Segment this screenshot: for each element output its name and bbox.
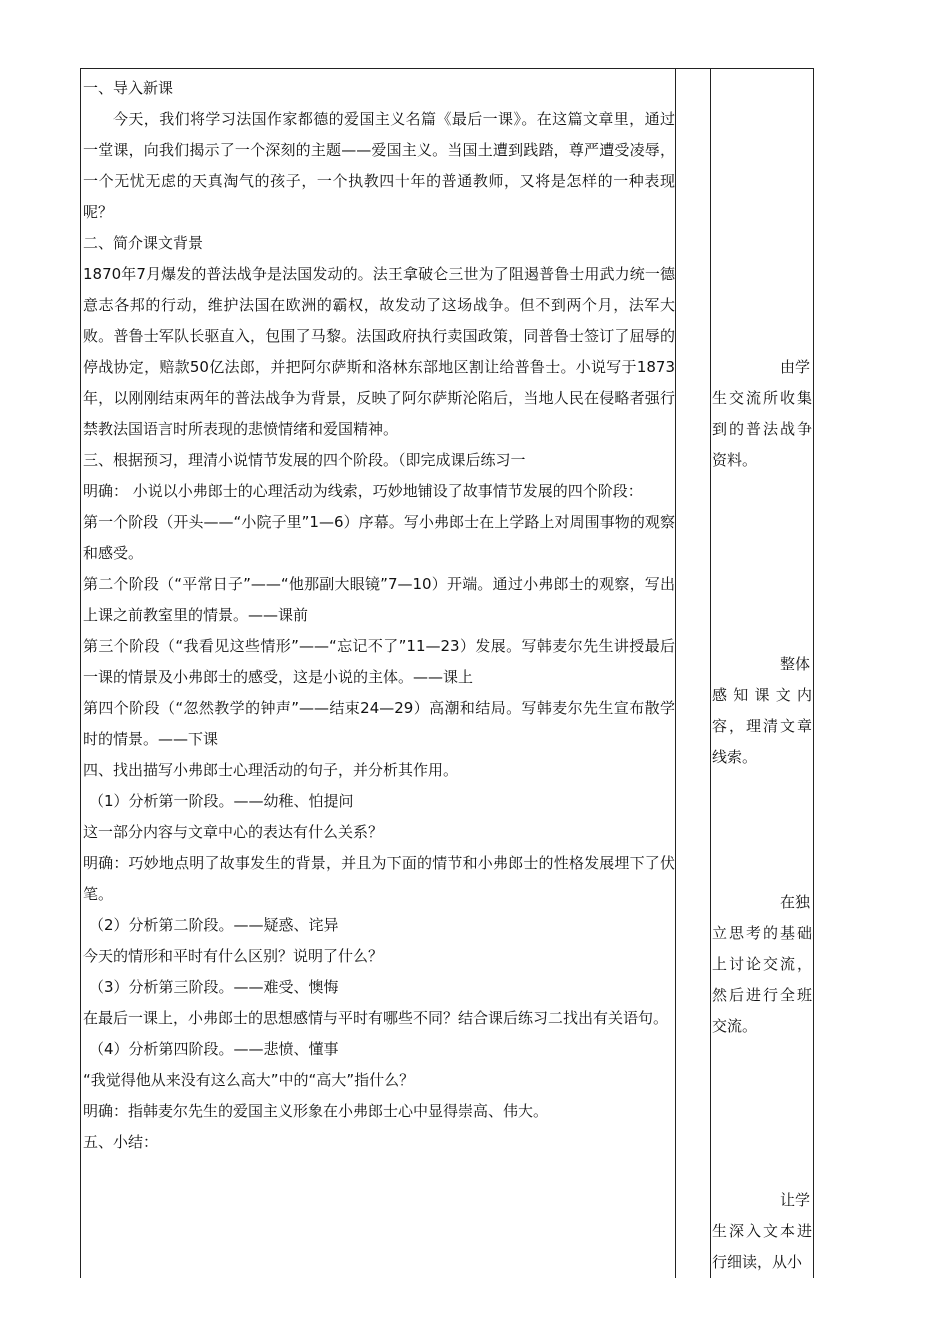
intro-paragraph: 今天，我们将学习法国作家都德的爱国主义名篇《最后一课》。在这篇文章里，通过一堂课，向我们揭示了一个深刻的主题——爱国主义。当国土遭到践踏，尊严遭受凌辱，一个无忧无虑的天真淘气的孩子，一个执教四十年的普通教师，又将是怎样的一种表现呢？	[83, 110, 675, 221]
note-background-lead: 由学	[779, 358, 810, 376]
column-divider-right	[710, 69, 711, 1278]
note-discussion	[712, 887, 812, 1042]
teaching-content-column	[83, 73, 675, 1158]
note-overview-text: 感知课文内容，理清文章线索。	[712, 686, 812, 766]
background-paragraph: 1870年7月爆发的普法战争是法国发动的。法王拿破仑三世为了阻遏普鲁士用武力统一德意志各邦的行动，维护法国在欧洲的霸权，故发动了这场战争。但不到两个月，法军大败。普鲁士军队长驱直入，包围了马黎。法国政府执行卖国政策，同普鲁士签订了屈辱的停战协定，赔款50亿法郎，并把阿尔萨斯和洛林东部地区割让给普鲁士。小说写于1873年，以刚刚结束两年的普法战争为背景，反映了阿尔萨斯沦陷后，当地人民在侵略者强行禁教法国语言时所表现的悲愤情绪和爱国精神。	[83, 265, 675, 438]
analysis-4-question: “我觉得他从来没有这么高大”中的“高大”指什么？	[83, 1071, 415, 1089]
analysis-1-title: （1）分析第一阶段。——幼稚、怕提问	[89, 792, 354, 810]
analysis-4-answer: 明确：指韩麦尔先生的爱国主义形象在小弗郎士心中显得崇高、伟大。	[83, 1102, 549, 1120]
note-background	[712, 352, 812, 476]
analysis-2-title: （2）分析第二阶段。——疑惑、诧异	[89, 916, 339, 934]
note-close-reading	[712, 1185, 812, 1278]
lesson-plan-table	[80, 68, 814, 1278]
analysis-1-question: 这一部分内容与文章中心的表达有什么关系？	[83, 823, 384, 841]
note-close-reading-lead: 让学	[779, 1191, 810, 1209]
note-close-reading-text: 生深入文本进行细读，从小	[712, 1222, 812, 1271]
note-overview	[712, 649, 812, 773]
analysis-1-answer: 明确：巧妙地点明了故事发生的背景，并且为下面的情节和小弗郎士的性格发展埋下了伏笔。	[83, 854, 675, 903]
note-discussion-lead: 在独	[779, 893, 810, 911]
analysis-4-title: （4）分析第四阶段。——悲愤、懂事	[89, 1040, 339, 1058]
section-heading-plot: 三、根据预习，理清小说情节发展的四个阶段。（即完成课后练习一	[83, 451, 526, 469]
analysis-3-question: 在最后一课上，小弗郎士的思想感情与平时有哪些不同？结合课后练习二找出有关语句。	[83, 1009, 669, 1027]
section-heading-summary: 五、小结：	[83, 1133, 159, 1151]
section-heading-background: 二、简介课文背景	[83, 234, 204, 252]
plot-stage-4: 第四个阶段（“忽然教学的钟声”——结束24—29）高潮和结局。写韩麦尔先生宣布散学时的情景。——下课	[83, 699, 675, 748]
note-discussion-text: 立思考的基础上讨论交流，然后进行全班交流。	[712, 924, 812, 1035]
plot-stage-1: 第一个阶段（开头——“小院子里”1—6）序幕。写小弗郎士在上学路上对周围事物的观察和感受。	[83, 513, 675, 562]
section-heading-psychology: 四、找出描写小弗郎士心理活动的句子，并分析其作用。	[83, 761, 459, 779]
analysis-3-title: （3）分析第三阶段。——难受、懊悔	[89, 978, 339, 996]
note-overview-lead: 整体	[779, 655, 810, 673]
plot-stage-3: 第三个阶段（“我看见这些情形”——“忘记不了”11—23）发展。写韩麦尔先生讲授最后一课的情景及小弗郎士的感受，这是小说的主体。——课上	[83, 637, 675, 686]
plot-clarification: 明确： 小说以小弗郎士的心理活动为线索，巧妙地铺设了故事情节发展的四个阶段：	[83, 482, 643, 500]
section-heading-intro: 一、导入新课	[83, 79, 174, 97]
column-divider-left	[675, 69, 676, 1278]
plot-stage-2: 第二个阶段（“平常日子”——“他那副大眼镜”7—10）开端。通过小弗郎士的观察，写出上课之前教室里的情景。——课前	[83, 575, 675, 624]
note-background-text: 生交流所收集到的普法战争资料。	[712, 389, 812, 469]
analysis-2-question: 今天的情形和平时有什么区别？说明了什么？	[83, 947, 384, 965]
